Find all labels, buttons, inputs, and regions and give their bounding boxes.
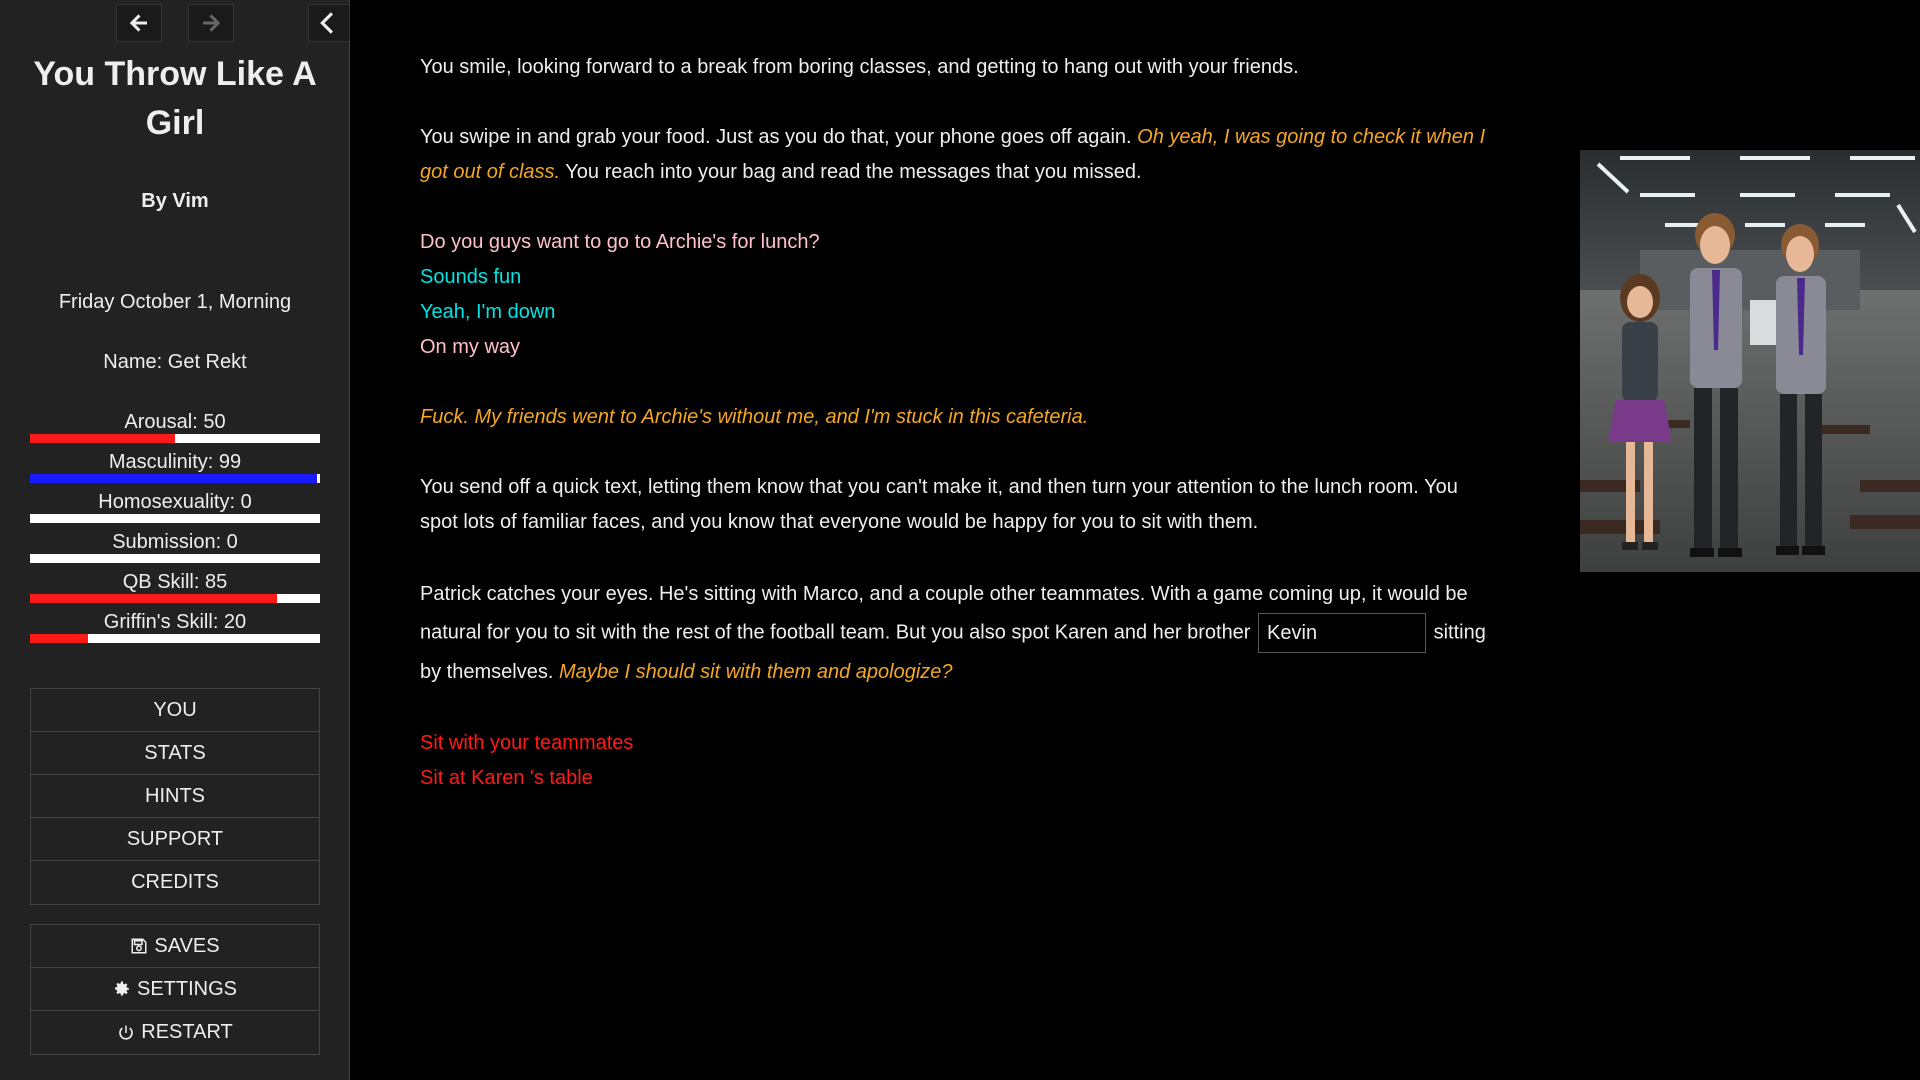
menu-you[interactable]: YOU xyxy=(31,689,319,732)
player-name-display: Name: Get Rekt xyxy=(103,351,247,373)
passage-paragraph: You send off a quick text, letting them know that you can't make it, and then turn your attention to the lunch room. You spot lots of familiar faces, and you know that everyone would be happy for you to sit with them. xyxy=(420,476,1458,533)
stat-qb-skill xyxy=(30,570,320,603)
narration-text: You reach into your bag and read the messages that you missed. xyxy=(560,161,1142,183)
stat-submission xyxy=(30,530,320,563)
stat-bar-fill xyxy=(30,434,175,443)
narration-text: Patrick catches your eyes. He's sitting with Marco, and a couple other teammates. With a game coming up, it would be natural for you to sit with the rest of the football team. But you also spot Karen and her brother xyxy=(420,583,1468,644)
settings-label: SETTINGS xyxy=(136,977,237,1000)
restart-label: RESTART xyxy=(141,1021,233,1043)
story-title: You Throw Like A Girl xyxy=(33,55,317,142)
inner-thought: Oh yeah, I was going to check it when I got out of class. xyxy=(420,126,1486,183)
story-menu xyxy=(30,688,320,905)
sidebar-collapse-button[interactable] xyxy=(308,4,350,42)
stat-bar xyxy=(30,514,320,523)
stat-bar xyxy=(30,634,320,643)
inner-thought: Maybe I should sit with them and apologize? xyxy=(558,661,953,683)
stat-label: Homosexuality: 0 xyxy=(98,491,252,513)
brother-name-input[interactable] xyxy=(1258,613,1426,653)
stat-bar-fill xyxy=(30,634,88,643)
narration-text: You swipe in and grab your food. Just as you do that, your phone goes off again. xyxy=(420,126,1138,148)
restart-button[interactable] xyxy=(31,1011,319,1054)
text-message: Sounds fun xyxy=(420,266,522,288)
passage-paragraph xyxy=(420,120,1500,190)
system-menu xyxy=(30,924,320,1055)
floppy-icon xyxy=(130,937,148,955)
stat-label: Arousal: 50 xyxy=(124,411,226,433)
passage-paragraph: You smile, looking forward to a break from boring classes, and getting to hang out with your friends. xyxy=(420,56,1299,78)
menu-stats[interactable]: STATS xyxy=(31,732,319,775)
choice-sit-teammates[interactable]: Sit with your teammates xyxy=(420,732,634,754)
chevron-left-icon xyxy=(317,11,341,35)
choice-sit-karen[interactable]: Sit at Karen 's table xyxy=(420,767,593,789)
stat-label: Masculinity: 99 xyxy=(108,451,242,473)
date-time-display: Friday October 1, Morning xyxy=(58,291,292,313)
stat-bar-fill xyxy=(30,474,317,483)
passage-paragraph xyxy=(420,575,1500,691)
text-messages xyxy=(420,225,1500,365)
text-message: Yeah, I'm down xyxy=(420,301,556,323)
stat-bar xyxy=(30,474,320,483)
stat-bar-fill xyxy=(30,594,277,603)
saves-button[interactable] xyxy=(31,925,319,968)
menu-credits[interactable]: CREDITS xyxy=(131,871,219,893)
stat-bar xyxy=(30,594,320,603)
menu-support[interactable]: SUPPORT xyxy=(31,818,319,861)
ui-sidebar xyxy=(0,0,350,1080)
power-icon xyxy=(117,1024,135,1042)
story-author: By Vim xyxy=(141,190,209,212)
menu-hints[interactable]: HINTS xyxy=(31,775,319,818)
choice-list xyxy=(420,726,1500,796)
narration-text: sitting by themselves. xyxy=(420,621,1486,683)
story-passage xyxy=(420,50,1500,831)
stat-arousal xyxy=(30,410,320,443)
stat-griffin-skill xyxy=(30,610,320,643)
history-back-button[interactable] xyxy=(116,4,162,42)
gear-icon xyxy=(113,980,131,998)
stat-label: Submission: 0 xyxy=(112,531,238,553)
history-forward-button[interactable] xyxy=(188,4,234,42)
stat-masculinity xyxy=(30,450,320,483)
inner-thought: Fuck. My friends went to Archie's without me, and I'm stuck in this cafeteria. xyxy=(420,406,1089,428)
stat-bar xyxy=(30,434,320,443)
text-message: Do you guys want to go to Archie's for lunch? xyxy=(420,231,820,253)
settings-button[interactable] xyxy=(31,968,319,1011)
arrow-right-icon xyxy=(199,11,223,35)
cafeteria-illustration xyxy=(1580,150,1920,572)
cafeteria-scene-image xyxy=(1580,150,1920,572)
stat-label: Griffin's Skill: 20 xyxy=(103,611,247,633)
text-message: On my way xyxy=(420,336,521,358)
stat-label: QB Skill: 85 xyxy=(122,571,228,593)
stat-homosexuality xyxy=(30,490,320,523)
saves-label: SAVES xyxy=(154,934,220,957)
stat-bar xyxy=(30,554,320,563)
arrow-left-icon xyxy=(127,11,151,35)
